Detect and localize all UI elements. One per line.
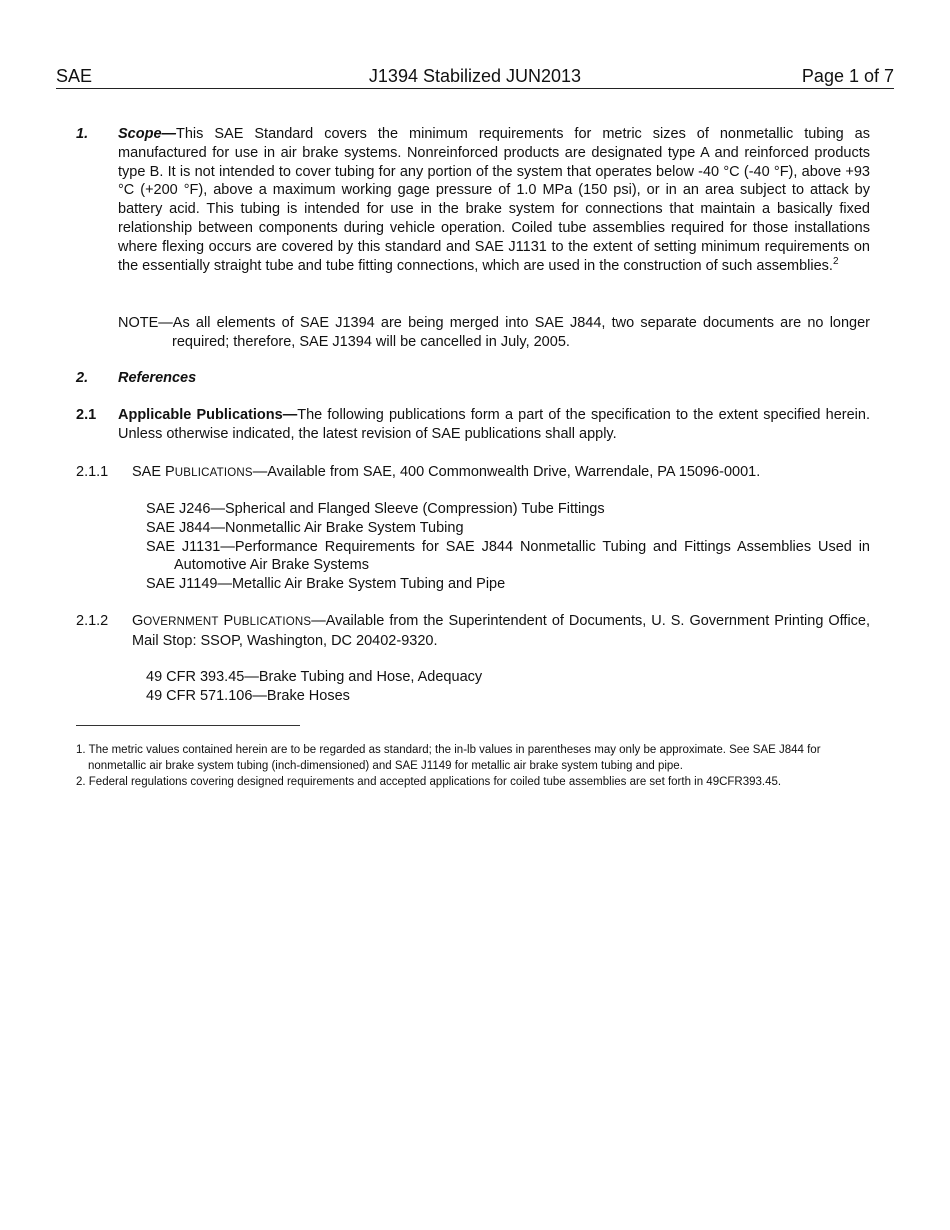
reference-item: 49 CFR 393.45—Brake Tubing and Hose, Adequacy bbox=[146, 669, 483, 685]
applicable-text: The following publications form a part of the specification to the extent specified herein. Unless otherwise indicated, the latest revision of SAE publications shall apply. bbox=[118, 407, 870, 442]
footnote-ref-2: 2 bbox=[832, 255, 839, 267]
section-references-heading: References bbox=[118, 370, 197, 386]
footnotes bbox=[76, 742, 876, 790]
gov-pubs-text: —Available from the Superintendent of Documents, U. S. Government Printing Office, Mail Stop: SSOP, Washington, DC 20402-9320. bbox=[132, 613, 871, 649]
reference-item: SAE J1149—Metallic Air Brake System Tubing and Pipe bbox=[146, 576, 506, 593]
section-scope bbox=[118, 125, 870, 275]
government-reference-list bbox=[146, 668, 870, 706]
section-number-applicable: 2.1 bbox=[76, 407, 97, 423]
reference-item: 49 CFR 571.106—Brake Hoses bbox=[146, 687, 350, 704]
section-applicable-publications bbox=[118, 406, 870, 444]
sae-pubs-text: —Available from SAE, 400 Commonwealth Drive, Warrendale, PA 15096-0001. bbox=[252, 464, 761, 480]
section-number-scope: 1. bbox=[76, 126, 89, 142]
header-document-id: J1394 Stabilized JUN2013 bbox=[368, 66, 582, 86]
footnote-1: 1. The metric values contained herein are to be regarded as standard; the in-lb values in parentheses may only be approximate. See SAE J844 for nonmetallic air brake system tubing (inch-dimensioned) and SAE J1149 for metallic air brake system tubing and pipe. bbox=[76, 744, 821, 772]
header-page-number: Page 1 of 7 bbox=[801, 66, 894, 86]
reference-item: SAE J1131—Performance Requirements for SAE J844 Nonmetallic Tubing and Fittings Assemblies Used in Automotive Air Brake Systems bbox=[146, 538, 870, 574]
sae-pubs-lead: SAE PUBLICATIONS bbox=[132, 464, 253, 480]
gov-pubs-lead: GOVERNMENT PUBLICATIONS bbox=[132, 613, 312, 629]
footnote-divider bbox=[76, 725, 300, 726]
reference-item: SAE J844—Nonmetallic Air Brake System Tubing bbox=[146, 519, 464, 536]
scope-heading: Scope— bbox=[118, 126, 177, 142]
section-number-government-publications: 2.1.2 bbox=[76, 613, 109, 629]
section-number-sae-publications: 2.1.1 bbox=[76, 464, 109, 480]
sae-reference-list bbox=[146, 500, 870, 594]
header-org: SAE bbox=[56, 66, 93, 86]
page-header bbox=[56, 66, 894, 89]
section-government-publications bbox=[132, 612, 870, 651]
cancellation-note: NOTE—As all elements of SAE J1394 are being merged into SAE J844, two separate documents are no longer required; therefore, SAE J1394 will be cancelled in July, 2005. bbox=[118, 315, 870, 350]
applicable-heading: Applicable Publications— bbox=[118, 407, 298, 423]
footnote-2: 2. Federal regulations covering designed requirements and accepted applications for coiled tube assemblies are set forth in 49CFR393.45. bbox=[76, 776, 782, 788]
scope-text: This SAE Standard covers the minimum requirements for metric sizes of nonmetallic tubing as manufactured for use in air brake systems. Nonreinforced products are designated type A and reinforced products type B. It is not intended to cover tubing for any portion of the system that operates below -40 °C (-40 °F), above +93 °C (+200 °F), above a maximum working gage pressure of 1.0 MPa (150 psi), or in an area subject to attack by battery acid. This tubing is intended for use in the brake system for connections that maintain a basically fixed relationship between components during vehicle operation. Coiled tube assemblies required for those installations where flexing occurs are covered by this standard and SAE J1131 to the extent of setting minimum requirements on the essentially straight tube and tube fitting connections, which are used in the construction of such assemblies. bbox=[118, 126, 870, 274]
section-sae-publications bbox=[132, 463, 870, 483]
reference-item: SAE J246—Spherical and Flanged Sleeve (Compression) Tube Fittings bbox=[146, 501, 605, 517]
section-number-references: 2. bbox=[76, 370, 89, 386]
